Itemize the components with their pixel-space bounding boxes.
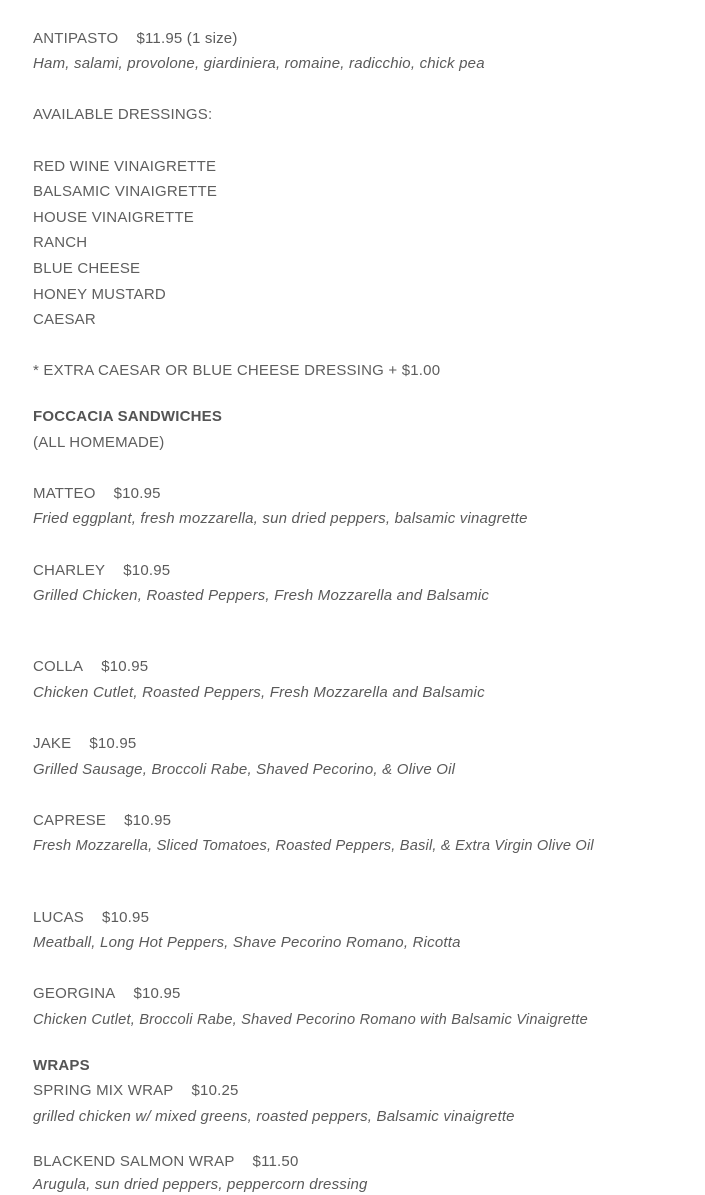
item-price: $10.95 [113,485,161,502]
dressings-heading: AVAILABLE DRESSINGS: [33,106,213,123]
item-name: BLACKEND SALMON WRAP [33,1153,235,1170]
item-description: Arugula, sun dried peppers, peppercorn dressing [33,1176,368,1193]
section-heading-foccacia: FOCCACIA SANDWICHES [33,408,223,425]
item-description: Chicken Cutlet, Roasted Peppers, Fresh Mozzarella and Balsamic [33,684,485,701]
dressing-item: HONEY MUSTARD [33,286,166,303]
item-price: $10.95 [133,985,181,1002]
item-name: GEORGINA [33,985,116,1002]
section-subheading: (ALL HOMEMADE) [33,434,165,451]
item-name: COLLA [33,658,84,675]
menu-item-antipasto [33,29,238,49]
item-description: Grilled Chicken, Roasted Peppers, Fresh Mozzarella and Balsamic [33,587,490,604]
dressing-item: HOUSE VINAIGRETTE [33,209,194,226]
item-name: LUCAS [33,909,85,926]
item-name: SPRING MIX WRAP [33,1082,174,1099]
menu-item-matteo [33,484,161,504]
menu-item-lucas [33,908,149,928]
item-description: Chicken Cutlet, Broccoli Rabe, Shaved Pecorino Romano with Balsamic Vinaigrette [33,1012,588,1028]
dressing-item: RED WINE VINAIGRETTE [33,158,217,175]
item-name: ANTIPASTO [33,30,119,47]
item-price: $11.50 [252,1153,299,1170]
item-price: $10.95 [89,735,137,752]
item-description: Fried eggplant, fresh mozzarella, sun dried peppers, balsamic vinagrette [33,510,528,527]
item-price: $10.25 [191,1082,239,1099]
menu-item-colla [33,657,148,677]
item-name: CHARLEY [33,562,106,579]
dressing-item: RANCH [33,234,88,251]
item-name: CAPRESE [33,812,107,829]
item-description: Grilled Sausage, Broccoli Rabe, Shaved Pecorino, & Olive Oil [33,761,456,778]
dressing-item: BALSAMIC VINAIGRETTE [33,183,218,200]
menu-item-georgina [33,984,181,1004]
item-price: $10.95 [123,562,171,579]
item-price: $10.95 [124,812,172,829]
dressing-note: * EXTRA CAESAR OR BLUE CHEESE DRESSING + $1.00 [33,362,441,379]
item-price: $11.95 (1 size) [136,30,238,47]
dressing-item: CAESAR [33,311,96,328]
item-description: Meatball, Long Hot Peppers, Shave Pecorino Romano, Ricotta [33,934,461,951]
item-description: Ham, salami, provolone, giardiniera, romaine, radicchio, chick pea [33,55,485,72]
menu-item-blackend-salmon-wrap [33,1152,299,1172]
dressing-item: BLUE CHEESE [33,260,141,277]
item-name: MATTEO [33,485,96,502]
item-description: grilled chicken w/ mixed greens, roasted peppers, Balsamic vinaigrette [33,1108,515,1125]
menu-item-jake [33,734,136,754]
item-price: $10.95 [101,658,149,675]
section-heading-wraps: WRAPS [33,1057,90,1074]
menu-item-charley [33,561,170,581]
menu-item-caprese [33,811,171,831]
item-price: $10.95 [102,909,150,926]
item-name: JAKE [33,735,72,752]
item-description: Fresh Mozzarella, Sliced Tomatoes, Roasted Peppers, Basil, & Extra Virgin Olive Oil [33,838,594,854]
menu-item-spring-mix-wrap [33,1081,239,1101]
